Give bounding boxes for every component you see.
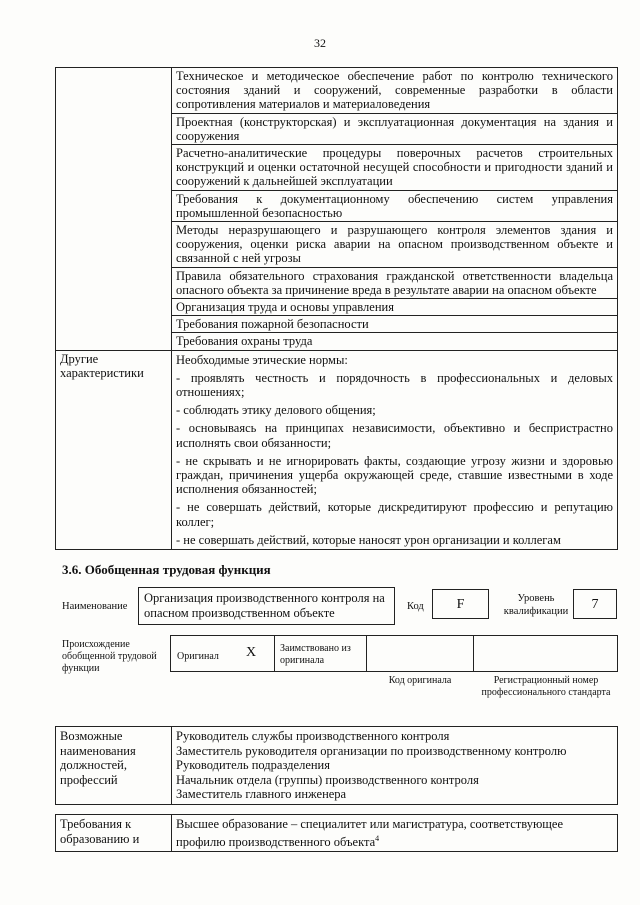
- ethics-item: - не совершать действий, которые дискредитируют профессию и репутацию коллег;: [176, 500, 613, 529]
- level-label: Уровень квалификации: [503, 593, 569, 617]
- footnote-mark: 4: [375, 833, 380, 843]
- knowledge-row: Проектная (конструкторская) и эксплуатационная документация на здания и сооружения: [172, 113, 618, 144]
- ethics-item: - проявлять честность и порядочность в профессиональных и деловых отношениях;: [176, 370, 613, 400]
- positions-label: Возможные наименования должностей, профессий: [56, 727, 172, 805]
- education-value: Высшее образование – специалитет или магистратура, соответствующее профилю производственного объекта: [176, 817, 564, 849]
- code-value-box: [432, 589, 489, 619]
- ethics-item: - основываясь на принципах независимости, объективно и беспристрастно исполнять свои обязанности;: [176, 421, 613, 450]
- education-label: Требования к образованию и: [56, 815, 172, 852]
- position-item: Руководитель подразделения: [176, 758, 330, 772]
- original-mark: X: [246, 645, 257, 660]
- knowledge-row: Требования к документационному обеспечению систем управления промышленной безопасностью: [172, 190, 618, 221]
- other-characteristics-label: Другие характеристики: [56, 350, 172, 549]
- original-label: Оригинал: [177, 651, 219, 662]
- borrowed-label: Заимствовано из оригинала: [280, 643, 351, 666]
- ethics-item: - соблюдать этику делового общения;: [176, 403, 376, 418]
- education-cell: [172, 815, 618, 852]
- positions-cell: [172, 727, 618, 805]
- level-value: 7: [591, 597, 599, 612]
- section-title: 3.6. Обобщенная трудовая функция: [62, 562, 271, 577]
- knowledge-row: Правила обязательного страхования гражданской ответственности владельца опасного объекта за причинение вреда в результате аварии на опасном объекте: [172, 267, 618, 298]
- position-item: Заместитель главного инженера: [176, 787, 347, 801]
- knowledge-table: [55, 67, 618, 550]
- positions-table: [55, 726, 618, 805]
- ethics-cell: [172, 350, 618, 549]
- name-value: Организация производственного контроля на опасном производственном объекте: [144, 591, 385, 620]
- knowledge-row: Требования пожарной безопасности: [172, 316, 618, 333]
- ethics-heading: Необходимые этические нормы:: [176, 352, 348, 367]
- ethics-item: - не скрывать и не игнорировать факты, создающие угрозу жизни и здоровью граждан, причинения ущерба окружающей среде, ставшие известными в ходе исполнения обязанностей;: [176, 453, 613, 497]
- level-value-box: [573, 589, 617, 619]
- education-table: [55, 814, 618, 852]
- knowledge-row: Требования охраны труда: [172, 333, 618, 350]
- knowledge-label-cell: [56, 68, 172, 351]
- code-value: F: [456, 597, 465, 612]
- name-value-box: [138, 587, 395, 625]
- code-label: Код: [407, 601, 424, 612]
- position-item: Заместитель руководителя организации по производственному контролю: [176, 743, 567, 758]
- knowledge-row: Методы неразрушающего и разрушающего контроля элементов здания и сооружения, оценки риска аварии на опасном производственном объекте и связанной с ней угрозы: [172, 222, 618, 268]
- knowledge-row: Организация труда и основы управления: [172, 299, 618, 316]
- knowledge-row: Техническое и методическое обеспечение работ по контролю технического состояния зданий и сооружений, современные разработки в области сопротивления материалов и материаловедения: [172, 68, 618, 114]
- position-item: Начальник отдела (группы) производственного контроля: [176, 772, 479, 787]
- ethics-item: - не совершать действий, которые наносят урон организации и коллегам: [176, 532, 561, 547]
- name-label: Наименование: [62, 601, 128, 612]
- code-original-caption: Код оригинала: [388, 675, 452, 686]
- reg-number-caption: Регистрационный номер профессионального стандарта: [481, 675, 611, 698]
- origin-label: Происхождение обобщенной трудовой функции: [62, 639, 157, 674]
- position-item: Руководитель службы производственного контроля: [176, 729, 450, 743]
- page-number: 32: [314, 36, 326, 50]
- knowledge-row: Расчетно-аналитические процедуры поверочных расчетов строительных конструкций и оценки остаточной несущей способности и пригодности зданий и сооружений к дальнейшей эксплуатации: [172, 145, 618, 191]
- origin-box: [170, 635, 618, 672]
